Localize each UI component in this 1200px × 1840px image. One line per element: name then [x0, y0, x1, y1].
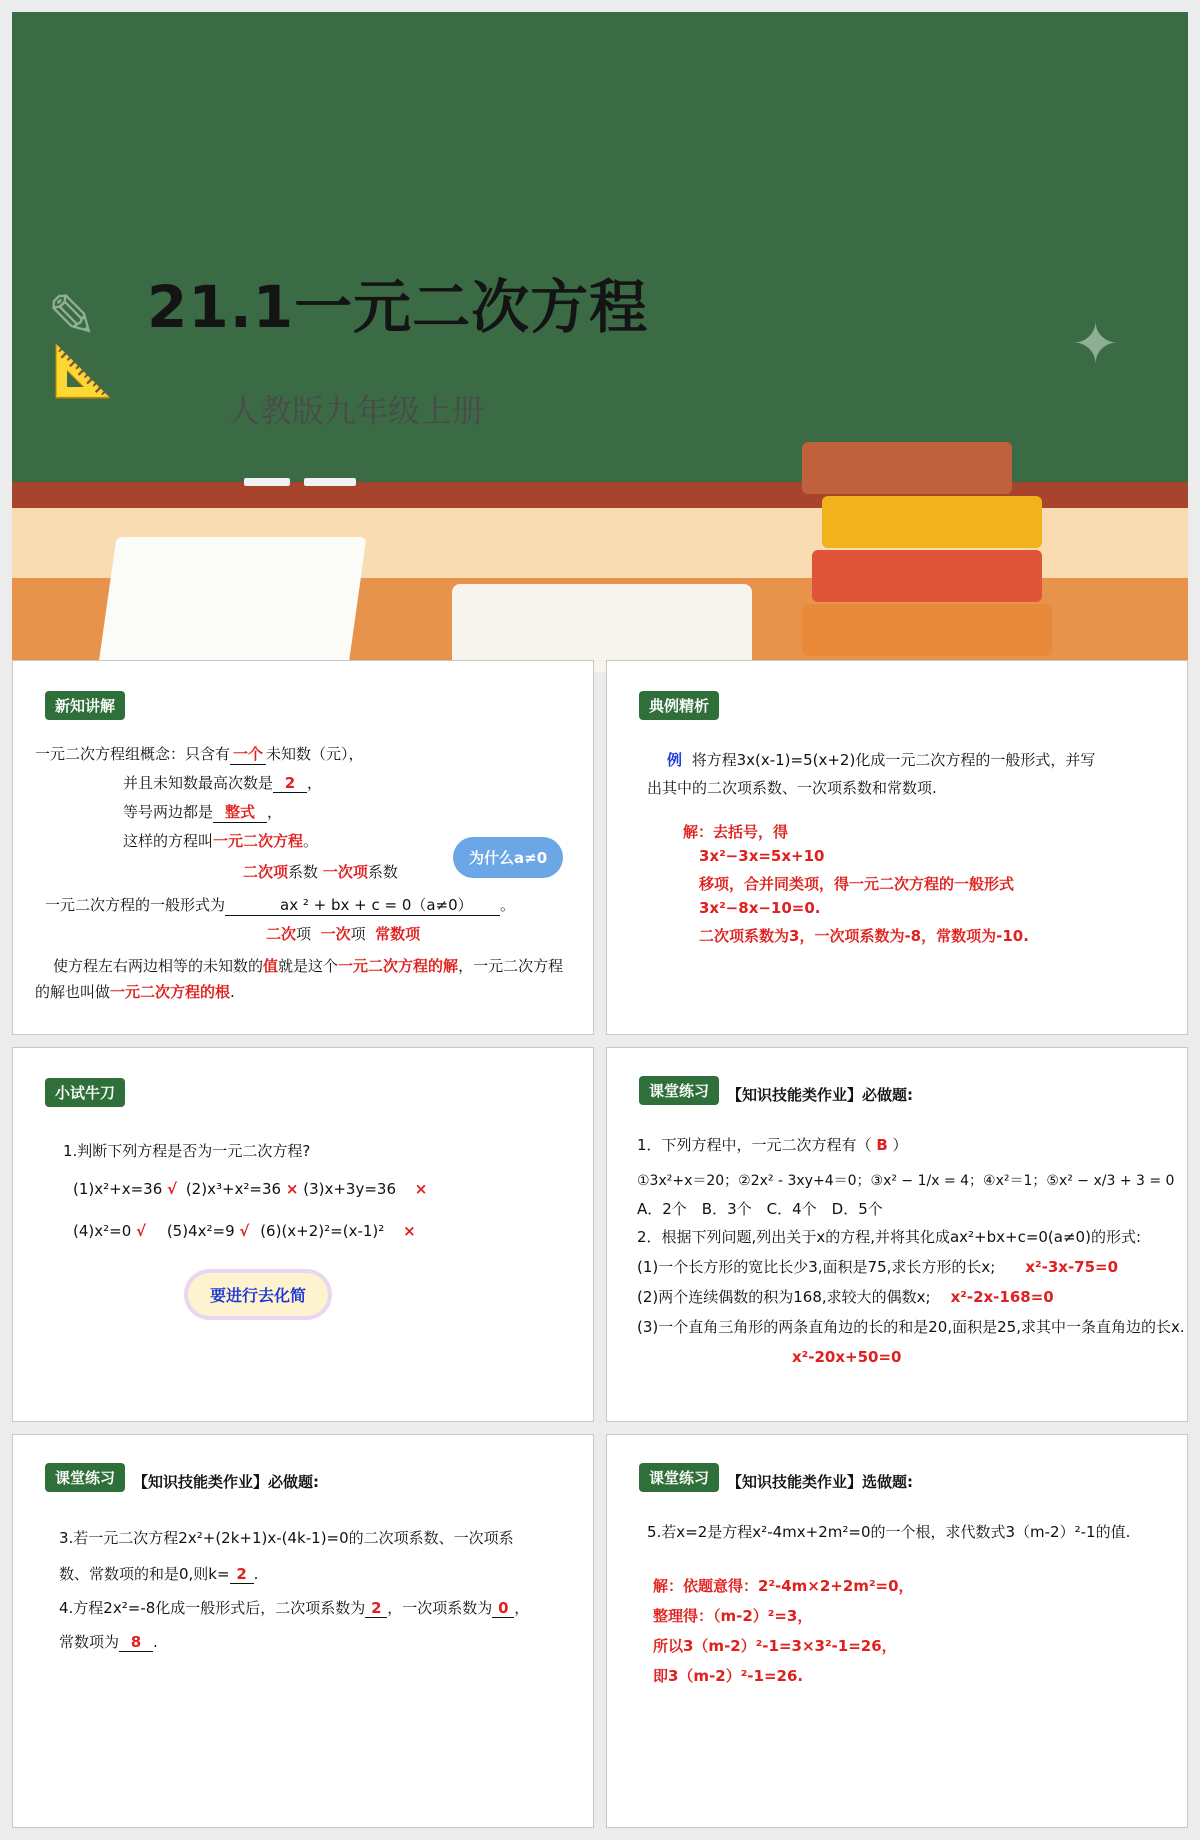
question-1: 1．下列方程中，一元二次方程有（ B ） [637, 1136, 908, 1154]
book [802, 442, 1012, 494]
solution-line: 即3（m-2）²-1=26. [653, 1667, 804, 1685]
solution-line: 移项，合并同类项，得一元二次方程的一般形式 [699, 875, 1015, 893]
homework-heading: 【知识技能类作业】必做题: [133, 1473, 319, 1491]
question-3-line-2: 数、常数项的和是0,则k= 2 . [59, 1565, 259, 1583]
ruler-doodle-icon: 📐 [52, 342, 115, 400]
judge-question: 1.判断下列方程是否为一元二次方程? [63, 1142, 311, 1160]
question-4-line-1: 4.方程2x²=-8化成一般形式后，二次项系数为 2 ，一次项系数为 0 ， [59, 1599, 530, 1617]
why-cloud-bubble: 为什么a≠0 [453, 837, 563, 878]
question-4-line-2: 常数项为 8 . [59, 1633, 158, 1651]
question-2-part-2: (2)两个连续偶数的积为168,求较大的偶数x; x²-2x-168=0 [637, 1288, 1054, 1306]
paper-stack-image [98, 537, 367, 672]
solution-line: 解：去括号，得 [683, 823, 789, 841]
homework-heading: 【知识技能类作业】必做题: [727, 1086, 913, 1104]
cover-slide [12, 12, 1188, 672]
question-2-part-3: (3)一个直角三角形的两条直角边的长的和是20,面积是25,求其中一条直角边的长x. [637, 1318, 1185, 1336]
book-stack-image [802, 442, 1062, 672]
example-text-line-2: 出其中的二次项系数、一次项系数和常数项. [647, 779, 937, 797]
slide-class-practice-1 [606, 1047, 1188, 1422]
question-1-options: ①3x²+x＝20；②2x² - 3xy+4＝0；③x² − 1/x = 4；④x²＝1；⑤x² − x/3 + 3 = 0 [637, 1173, 1175, 1189]
question-2: 2．根据下列问题,列出关于x的方程,并将其化成ax²+bx+c=0(a≠0)的形式: [637, 1228, 1141, 1246]
solution-line: 3x²−3x=5x+10 [699, 847, 825, 865]
solution-line: 3x²−8x−10=0. [699, 899, 821, 917]
equation-row-1: (1)x²+x=36 √ (2)x³+x²=36 × (3)x+3y=36 × [73, 1180, 428, 1198]
solution-line: 所以3（m-2）²-1=3×3²-1=26， [653, 1637, 897, 1655]
term-labels: 二次项 一次项 常数项 [266, 925, 421, 943]
concept-line-4: 这样的方程叫一元二次方程。 [123, 832, 319, 850]
section-tag: 新知讲解 [45, 691, 125, 720]
general-form-line: 一元二次方程的一般形式为 ax ² + bx + c = 0（a≠0） 。 [45, 896, 516, 914]
root-definition-line-1: 使方程左右两边相等的未知数的值就是这个一元二次方程的解，一元二次方程 [53, 957, 564, 975]
concept-line-2: 并且未知数最高次数是 2 ， [123, 774, 323, 792]
equation-row-2: (4)x²=0 √ (5)4x²=9 √ (6)(x+2)²=(x-1)² × [73, 1222, 416, 1240]
solution-line: 二次项系数为3，一次项系数为-8，常数项为-10. [699, 927, 1029, 945]
pencil-doodle-icon: ✎ [47, 282, 98, 352]
chalk-piece [304, 478, 356, 486]
root-definition-line-2: 的解也叫做一元二次方程的根. [35, 983, 235, 1001]
solution-line: 解：依题意得：2²-4m×2+2m²=0， [653, 1577, 914, 1595]
section-tag: 课堂练习 [639, 1463, 719, 1492]
cover-subtitle: 人教版九年级上册 [228, 392, 485, 430]
slide-new-knowledge [12, 660, 594, 1035]
cover-title: 21.1一元二次方程 [147, 273, 649, 341]
slide-example-analysis [606, 660, 1188, 1035]
concept-line-1: 一元二次方程组概念：只含有 一个 未知数（元）， [35, 745, 364, 763]
chalk-piece [244, 478, 290, 486]
paper-sheet-image [452, 584, 752, 672]
slide-try-it [12, 1047, 594, 1422]
question-2-part-1: (1)一个长方形的宽比长少3,面积是75,求长方形的长x; x²-3x-75=0 [637, 1258, 1119, 1276]
coefficient-labels: 二次项系数 一次项系数 [243, 863, 398, 881]
slide-class-practice-2 [12, 1434, 594, 1828]
homework-heading: 【知识技能类作业】选做题: [727, 1473, 913, 1491]
book [822, 496, 1042, 548]
question-1-choices: A．2个 B．3个 C．4个 D．5个 [637, 1200, 883, 1218]
section-tag: 课堂练习 [639, 1076, 719, 1105]
section-tag: 小试牛刀 [45, 1078, 125, 1107]
slide-class-practice-3 [606, 1434, 1188, 1828]
concept-line-3: 等号两边都是 整式 ， [123, 803, 283, 821]
question-5: 5.若x=2是方程x²-4mx+2m²=0的一个根，求代数式3（m-2）²-1的值. [647, 1523, 1131, 1541]
solution-line: 整理得：（m-2）²=3， [653, 1607, 813, 1625]
question-2-part-3-answer: x²-20x+50=0 [792, 1348, 902, 1366]
question-3-line-1: 3.若一元二次方程2x²+(2k+1)x-(4k-1)=0的二次项系数、一次项系 [59, 1529, 514, 1547]
example-text-line-1: 例 将方程3x(x-1)=5(x+2)化成一元二次方程的一般形式，并写 [667, 751, 1096, 769]
lamp-doodle-icon: ✦ [1072, 312, 1119, 377]
section-tag: 课堂练习 [45, 1463, 125, 1492]
simplify-hint-cloud: 要进行去化简 [188, 1273, 328, 1316]
book [812, 550, 1042, 602]
book [802, 604, 1052, 656]
chalkboard [12, 12, 1188, 482]
section-tag: 典例精析 [639, 691, 719, 720]
